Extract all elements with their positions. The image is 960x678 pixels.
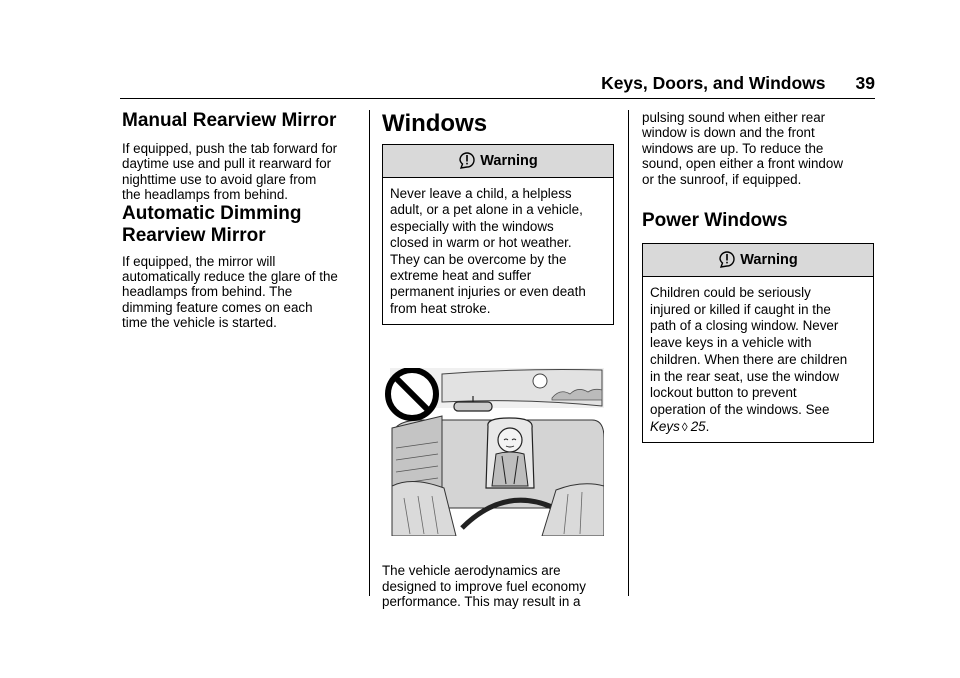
text-line: adult, or a pet alone in a vehicle, — [390, 202, 583, 218]
manual-mirror-text — [122, 141, 358, 203]
text-line: the headlamps from behind. — [122, 187, 288, 203]
text-line: Never leave a child, a helpless — [390, 186, 572, 201]
windows-heading: Windows — [382, 110, 488, 137]
child-head — [498, 428, 522, 452]
ref-text: Keys — [650, 418, 680, 434]
text-line: sound, open either a front window — [642, 156, 843, 172]
text-line: closed in warm or hot weather. — [390, 235, 572, 251]
text-line: from heat stroke. — [390, 300, 491, 316]
sun-icon — [533, 374, 547, 388]
column-divider — [628, 110, 629, 596]
windshield-frame — [442, 370, 602, 407]
text-line: If equipped, push the tab forward for — [122, 141, 338, 156]
auto-dimming-text — [122, 254, 358, 331]
warning-label: Warning — [740, 252, 798, 269]
text-line: The vehicle aerodynamics are — [382, 563, 561, 579]
text-line: If equipped, the mirror will — [122, 253, 276, 269]
text-line: window is down and the front — [642, 125, 815, 141]
text-line: lockout button to prevent — [650, 385, 797, 401]
text-line: or the sunroof, if equipped. — [642, 171, 802, 187]
page-ref-icon: ◊ — [681, 419, 688, 434]
auto-dimming-heading — [122, 203, 358, 247]
text-line: path of a closing window. Never — [650, 318, 839, 334]
continued-text — [642, 110, 874, 187]
page-header — [600, 73, 875, 94]
warning-header — [383, 145, 613, 178]
keys-reference[interactable] — [650, 419, 866, 436]
warning-text — [383, 178, 613, 324]
warning-box — [382, 144, 614, 325]
header-rule — [120, 98, 875, 99]
heading-line: Rearview Mirror — [122, 224, 266, 246]
text-line: windows are up. To reduce the — [642, 140, 824, 156]
text-line: leave keys in a vehicle with — [650, 335, 812, 351]
text-line: operation of the windows. See — [650, 401, 830, 417]
text-line: They can be overcome by the — [390, 251, 567, 267]
column-divider — [369, 110, 370, 596]
heading-line: Automatic Dimming — [122, 202, 302, 224]
warning-icon — [458, 151, 476, 169]
warning-text — [643, 277, 873, 442]
text-line: injured or killed if caught in the — [650, 301, 831, 317]
text-line: permanent injuries or even death — [390, 284, 586, 300]
text-line: daytime use and pull it rearward for — [122, 156, 332, 172]
text-line: Children could be seriously — [650, 285, 811, 301]
text-line: extreme heat and suffer — [390, 268, 532, 284]
aerodynamics-text — [382, 563, 614, 609]
manual-mirror-heading: Manual Rearview Mirror — [122, 110, 337, 131]
column-3 — [642, 110, 874, 443]
column-1 — [122, 110, 358, 331]
text-line: children. When there are children — [650, 351, 848, 367]
text-line: time the vehicle is started. — [122, 315, 277, 331]
warning-label: Warning — [480, 153, 538, 169]
child-in-car-illustration — [382, 368, 604, 536]
text-line: especially with the windows — [390, 218, 554, 234]
column-2 — [382, 110, 614, 609]
child-body — [492, 452, 528, 486]
text-line: headlamps from behind. The — [122, 284, 293, 300]
header-title: Keys, Doors, and Windows — [601, 73, 826, 93]
warning-box — [642, 243, 874, 443]
ref-page: 25 — [690, 418, 706, 434]
text-line: dimming feature comes on each — [122, 299, 313, 315]
text-line: in the rear seat, use the window — [650, 368, 840, 384]
page-number: 39 — [855, 73, 875, 93]
mirror-icon — [454, 402, 492, 411]
ref-suffix: . — [705, 418, 710, 434]
warning-header — [643, 244, 873, 277]
text-line: nighttime use to avoid glare from — [122, 171, 317, 187]
power-windows-heading: Power Windows — [642, 210, 788, 232]
text-line: pulsing sound when either rear — [642, 110, 826, 125]
text-line: automatically reduce the glare of the — [122, 269, 338, 285]
text-line: designed to improve fuel economy — [382, 578, 586, 594]
warning-icon — [718, 250, 736, 268]
text-line: performance. This may result in a — [382, 594, 581, 610]
